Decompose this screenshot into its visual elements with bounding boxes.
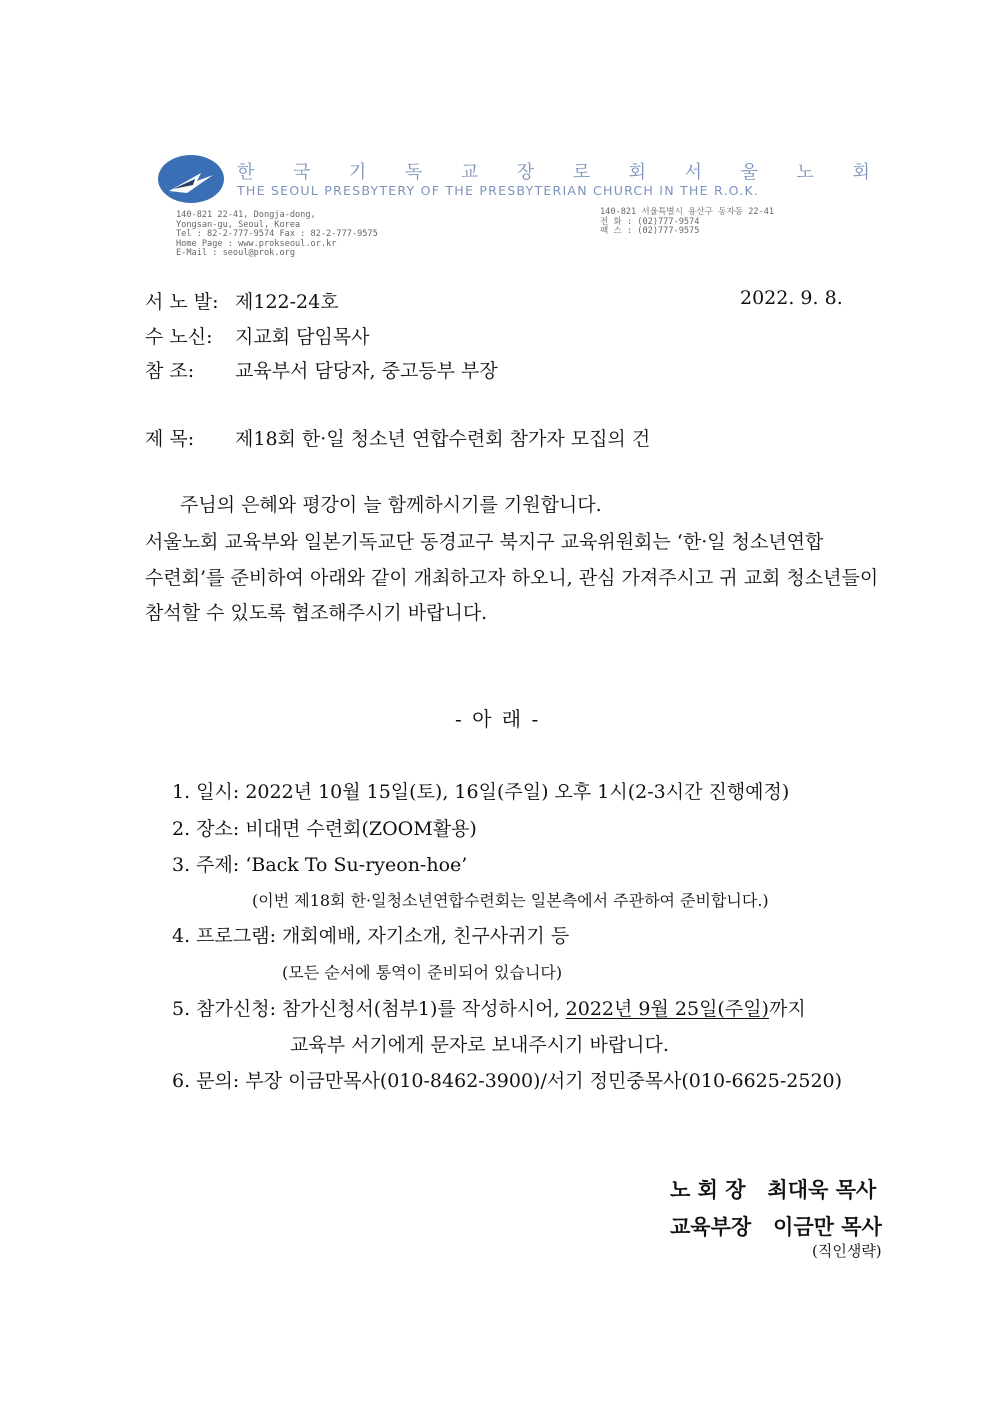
address-korean: [600, 208, 774, 237]
sender-number-row: [145, 287, 339, 314]
item-program: 4. 프로그램: 개회예배, 자기소개, 친구사귀기 등: [172, 925, 570, 947]
subject-label: 제 목:: [145, 428, 195, 450]
org-char: 독: [404, 162, 423, 183]
education-head-title: 교육부장: [670, 1214, 752, 1239]
item-theme: 3. 주제: ‘Back To Su-ryeon-hoe’: [172, 854, 468, 876]
document-date: 2022. 9. 8.: [740, 287, 843, 309]
address-line: Yongsan-gu, Seoul, Korea: [176, 219, 301, 230]
item-application-line2: 교육부 서기에게 문자로 보내주시기 바랍니다.: [290, 1034, 669, 1056]
org-name-korean: [237, 158, 870, 184]
address-line: 140-821 서울특별시 용산구 동자동 22-41: [600, 207, 775, 217]
org-char: 한: [237, 162, 255, 183]
address-line: Tel : 82-2-777-9574 Fax : 82-2-777-9575: [176, 229, 378, 240]
body-line: 수련회’를 준비하여 아래와 같이 개최하고자 하오니, 관심 가져주시고 귀 교회 청소년들이: [145, 567, 879, 589]
item-application: [172, 994, 806, 1021]
signature-moderator: [670, 1174, 876, 1204]
item-program-note: (모든 순서에 통역이 준비되어 있습니다): [282, 963, 563, 982]
address-line: 팩 스 : (02)777-9575: [600, 226, 700, 237]
org-char: 서: [684, 162, 703, 183]
presbytery-logo-icon: [157, 153, 225, 205]
org-name-english: THE SEOUL PRESBYTERY OF THE PRESBYTERIAN CHURCH IN THE R.O.K.: [237, 183, 760, 198]
signature-education-head: [670, 1211, 882, 1241]
education-head-name: 이금만 목사: [773, 1214, 882, 1239]
reference-value: 교육부서 담당자, 중고등부 부장: [235, 360, 498, 382]
org-char: 기: [348, 162, 367, 183]
reference-label: 참 조:: [145, 360, 195, 382]
sender-value: 제122-24호: [235, 291, 339, 313]
address-english: [176, 211, 378, 259]
subject-value: 제18회 한·일 청소년 연합수련회 참가자 모집의 건: [235, 428, 651, 450]
item-schedule: 1. 일시: 2022년 10월 15일(토), 16일(주일) 오후 1시(2-3시간 진행예정): [172, 781, 790, 803]
address-line: 전 화 : (02)777-9574: [600, 216, 700, 227]
reference-row: [145, 356, 498, 383]
subject-row: [145, 424, 650, 451]
item-contact: 6. 문의: 부장 이금만목사(010-8462-3900)/서기 정민중목사(010-6625-2520): [172, 1070, 843, 1092]
notice-title: - 아 래 -: [455, 707, 541, 731]
org-char: 회: [852, 162, 870, 183]
org-char: 울: [740, 162, 758, 183]
org-char: 국: [292, 162, 311, 183]
moderator-name: 최대욱 목사: [767, 1177, 877, 1202]
body-line: 서울노회 교육부와 일본기독교단 동경교구 북지구 교육위원회는 ‘한·일 청소년연합: [145, 531, 824, 553]
address-line: 140-821 22-41, Dongja-dong,: [176, 210, 316, 220]
body-line: 참석할 수 있도록 협조해주시기 바랍니다.: [145, 602, 488, 624]
sender-label: 서 노 발:: [145, 291, 219, 313]
application-deadline: 2022년 9월 25일(주일): [565, 998, 769, 1020]
moderator-title: 노 회 장: [670, 1177, 746, 1202]
address-line: E-Mail : seoul@prok.org: [176, 248, 295, 259]
recipient-label: 수 노신:: [145, 326, 213, 348]
org-char: 교: [460, 162, 479, 183]
org-char: 로: [572, 162, 591, 183]
seal-omitted-note: (직인생략): [812, 1242, 882, 1260]
item-venue: 2. 장소: 비대면 수련회(ZOOM활용): [172, 818, 477, 840]
org-char: 장: [516, 162, 535, 183]
org-char: 회: [628, 162, 647, 183]
recipient-row: [145, 322, 370, 349]
address-line: Home Page : www.prokseoul.or.kr: [176, 238, 337, 249]
application-text-end: 까지: [768, 998, 806, 1020]
recipient-value: 지교회 담임목사: [235, 326, 370, 348]
application-text: 5. 참가신청: 참가신청서(첨부1)를 작성하시어,: [172, 998, 566, 1020]
greeting-line: 주님의 은혜와 평강이 늘 함께하시기를 기원합니다.: [180, 494, 602, 516]
org-char: 노: [796, 162, 814, 183]
item-theme-note: (이번 제18회 한·일청소년연합수련회는 일본측에서 주관하여 준비합니다.): [252, 891, 769, 910]
